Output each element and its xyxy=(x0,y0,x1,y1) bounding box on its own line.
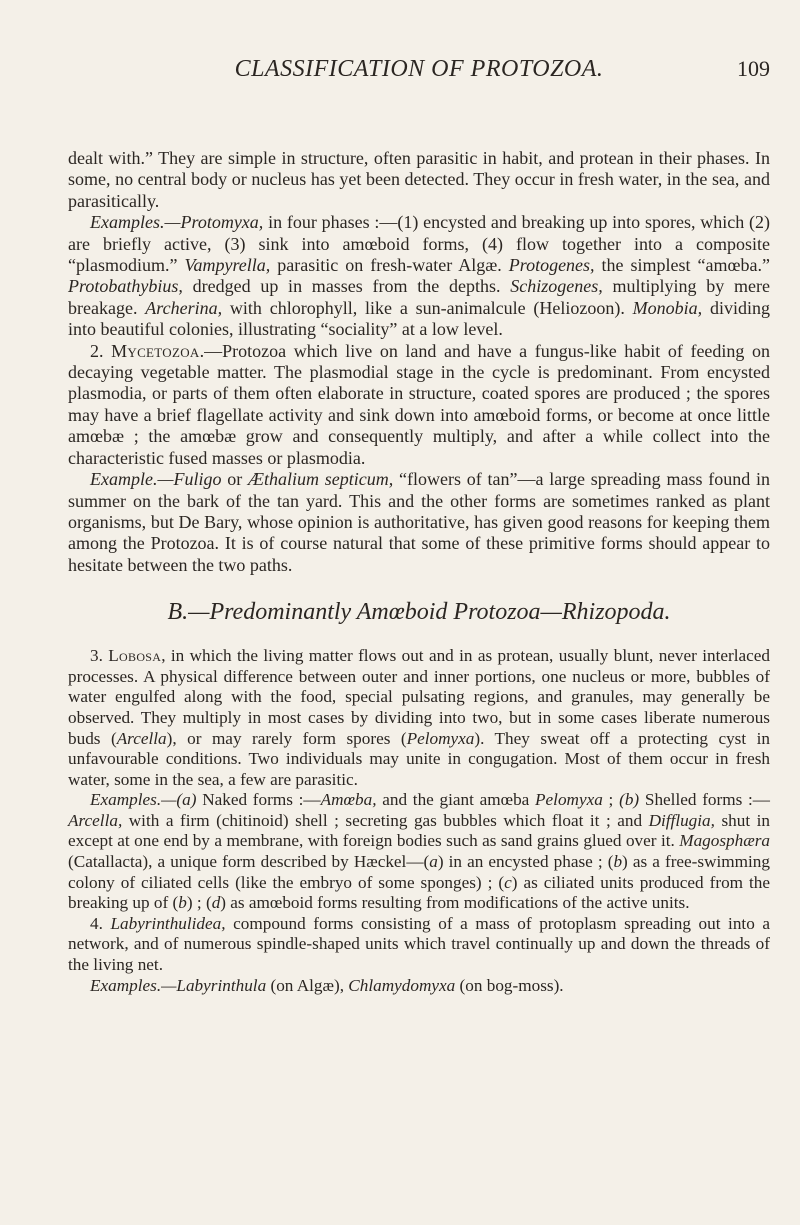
genus-name: Magosphæra xyxy=(679,831,770,851)
genus-name: Fuligo xyxy=(173,469,222,490)
examples-label: Examples.— xyxy=(90,975,177,995)
book-page xyxy=(68,56,770,996)
group-name: Labyrinthulidea, xyxy=(110,913,226,933)
genus-name: Chlamydomyxa xyxy=(348,975,456,995)
genus-name: Pelomyxa xyxy=(406,728,475,748)
paragraph-labyrinthulidea: 4. Labyrinthulidea, compound forms consisting of a mass of protoplasm spreading out into a network, and of numerous spindle-shaped units which travel continually up and down the threads of the living net. xyxy=(68,913,771,975)
paragraph-mycetozoa: 2. Mycetozoa.—Protozoa which live on land and have a fungus-like habit of feeding on decaying vegetable matter. The plasmodial stage in the cycle is predominant. From encysted plasmodia, or parts of them often elaborate in structure, coated spores are produced ; the spores may have a brief flagellate activity and sink down into amœboid forms, or become at once little amœbæ ; the amœbæ grow and consequently multiply, and after a while collect into the characteristic fused masses or plasmodia. xyxy=(68,340,771,468)
genus-name: Protobathybius, xyxy=(68,276,183,297)
paragraph-examples-simple: Examples.—Protomyxa, in four phases :—(1) encysted and breaking up into spores, which (2) are briefly active, (3) sink into amœboid forms, (4) flow together into a composite “plasmodium.” Vampyrella, parasitic on fresh-water Algæ. Protogenes, the simplest “amœba.” Protobathybius, dredged up in masses from the depths. Schizogenes, multiplying by mere breakage. Archerina, with chlorophyll, like a sun-animalcule (Heliozoon). Monobia, dividing into beautiful colonies, illustrating “sociality” at a low level. xyxy=(68,212,771,340)
genus-name: Protomyxa, xyxy=(180,212,264,233)
genus-name: Archerina, xyxy=(145,297,223,318)
genus-name: Vampyrella, xyxy=(184,255,271,276)
genus-name: Labyrinthula xyxy=(176,975,267,995)
example-label: Example.— xyxy=(90,469,174,490)
paragraph-lobosa: 3. Lobosa, in which the living matter flows out and in as protean, usually blunt, never interlaced processes. A physical difference between outer and inner portions, one nucleus or more, bubbles of water engulfed along with the food, special pulsating regions, and granules, may generally be observed. They multiply in most cases by dividing into two, but in some cases liberate numerous buds (Arcella), or may rarely form spores (Pelomyxa). They sweat off a protecting cyst in unfavourable conditions. Two individuals may unite in congugation. Most of them occur in fresh water, some in the sea, a few are parasitic. xyxy=(68,646,770,789)
running-title: CLASSIFICATION OF PROTOZOA. xyxy=(234,56,604,82)
paragraph-examples-lobosa: Examples.—(a) Naked forms :—Amœba, and the giant amœba Pelomyxa ; (b) Shelled forms :—Arcella, with a firm (chitinoid) shell ; secreting gas bubbles which float it ; and Difflugia, shut in except at one end by a membrane, with foreign bodies such as sand grains glued over it. Magosphæra (Catallacta), a unique form described by Hæckel—(a) in an encysted phase ; (b) as a free-swimming colony of ciliated cells (like the embryo of some sponges) ; (c) as ciliated units produced from the breaking up of (b) ; (d) as amœboid forms resulting from modifications of the active units. xyxy=(68,790,771,913)
body-text xyxy=(68,148,770,996)
genus-name: Protogenes, xyxy=(508,255,595,276)
genus-name: Schizogenes, xyxy=(510,276,603,297)
section-heading: B.—Predominantly Amœboid Protozoa—Rhizopoda. xyxy=(167,599,671,626)
paragraph-text: dealt with.” They are simple in structure, often parasitic in habit, and protean in their phases. In some, no central body or nucleus has yet been detected. They occur in fresh water, in the sea, and parasitically. xyxy=(68,148,770,211)
genus-name: Difflugia, xyxy=(648,810,715,830)
examples-label: Examples.— xyxy=(90,790,177,810)
genus-name: Amœba, xyxy=(320,790,377,810)
paragraph-example-mycetozoa: Example.—Fuligo or Æthalium septicum, “flowers of tan”—a large spreading mass found in summer on the bark of the tan yard. This and the other forms are sometimes ranked as plant organisms, but De Bary, whose opinion is authoritative, has given good reasons for keeping them among the Protozoa. It is of course natural that some of these primitive forms should appear to hesitate between the two paths. xyxy=(68,469,770,575)
group-name: Mycetozoa xyxy=(111,340,200,361)
genus-name: Pelomyxa xyxy=(535,790,603,810)
genus-name: Arcella, xyxy=(68,810,123,830)
page-number: 109 xyxy=(737,56,770,81)
group-name: Lobosa xyxy=(108,646,162,666)
genus-name: Monobia, xyxy=(632,297,703,318)
paragraph-intro xyxy=(68,148,770,212)
genus-name: Æthalium septicum, xyxy=(248,469,394,490)
paragraph-examples-labyrinthulidea: Examples.—Labyrinthula (on Algæ), Chlamydomyxa (on bog-moss). xyxy=(90,975,564,995)
genus-name: Arcella xyxy=(116,728,167,748)
examples-label: Examples.— xyxy=(90,212,181,233)
running-head xyxy=(68,56,770,102)
section-rhizopoda xyxy=(68,646,770,996)
